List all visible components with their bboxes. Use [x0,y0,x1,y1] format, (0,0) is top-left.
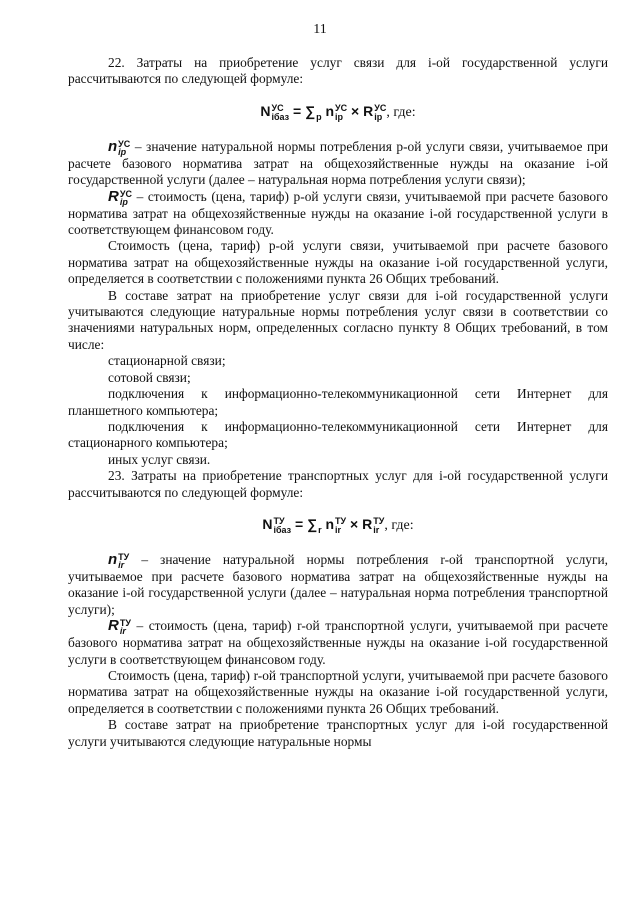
def-r-symbol: R [108,187,119,205]
formula-lhs-sub: iбаз [273,524,292,535]
formula-n-sub: ip [335,111,344,122]
formula-times-r: × R [350,515,373,532]
formula-communication-services [68,103,608,122]
definition-r-communication [68,189,608,239]
formula-r-sub: ip [374,111,383,122]
formula-n-sup: УС [335,102,348,113]
definition-r-transport [68,618,608,668]
formula-lhs: N [260,102,271,119]
def-n-symbol: n [108,137,118,155]
def-r-sup: УС [119,188,132,199]
formula-r-sub: ir [373,524,380,535]
section-23-cost-paragraph: Стоимость (цена, тариф) r-ой транспортной услуги, учитываемой при расчете базового норматива затрат на общехозяйственные нужды на оказание i-ой государственной услуги, определяется в соответствии с положениями пункта 26 Общих требований. [68,667,608,716]
def-n-sub: ip [118,146,127,157]
list-item: подключения к информационно-телекоммуникационной сети Интернет для стационарного компьютера; [68,418,608,451]
formula-transport-services [68,516,608,535]
formula-lhs-sup: УС [271,102,284,113]
formula-where: , где: [386,104,416,120]
formula-n: n [325,515,335,532]
def-r-text: – стоимость (цена, тариф) r-ой транспортной услуги, учитываемой при расчете базового норматива затрат на общехозяйственные нужды на оказание i-ой государственной услуги в соответствующем финансовом году. [68,618,608,667]
def-n-sup: УС [118,138,131,149]
formula-sum: = ∑ [293,102,316,119]
def-n-text: – значение натуральной нормы потребления р-ой услуги связи, учитываемое при расчете базового норматива затрат на общехозяйственные нужды на оказание i-ой государственной услуги (далее – натуральная норма потребления услуги связи); [68,138,608,188]
formula-sum-sub: r [318,524,322,535]
formula-times-r: × R [351,102,374,119]
def-r-sup: ТУ [119,618,131,629]
formula-n-sub: ir [335,524,342,535]
list-item: сотовой связи; [108,369,191,385]
list-item: иных услуг связи. [108,451,211,467]
definition-n-transport [68,552,608,618]
formula-where: , где: [384,517,414,533]
section-23-intro: 23. Затраты на приобретение транспортных услуг для i-ой государственной услуги рассчитываются по следующей формуле: [68,468,608,500]
section-22-cost-paragraph: Стоимость (цена, тариф) р-ой услуги связи, учитываемой при расчете базового норматива затрат на общехозяйственные нужды на оказание i-ой государственной услуги, определяется в соответствии с положениями пункта 26 Общих требований. [68,238,608,287]
formula-sum-sub: p [316,111,322,122]
def-n-sup: ТУ [118,551,130,562]
page-number: 11 [313,22,327,37]
formula-r-sup: ТУ [373,515,385,526]
section-22-intro: 22. Затраты на приобретение услуг связи для i-ой государственной услуги рассчитываются по следующей формуле: [68,55,608,87]
formula-sum: = ∑ [295,515,318,532]
def-n-text: – значение натуральной нормы потребления r-ой транспортной услуги, учитываемое при расчете базового норматива затрат на общехозяйственные нужды на оказание i-ой государственной услуги (далее – натуральная норма потребления транспортной услуги); [68,551,608,617]
formula-lhs: N [262,515,273,532]
section-22-include-paragraph: В составе затрат на приобретение услуг связи для i-ой государственной услуги учитываются следующие натуральные нормы потребления услуг связи в соответствии со значениями натуральных норм, определенных согласно пункту 8 Общих требований, в том числе: [68,287,608,352]
def-r-sub: ir [119,626,126,637]
def-n-symbol: n [108,550,118,568]
formula-r-sup: УС [374,102,387,113]
definition-n-communication [68,139,608,189]
document-body [68,55,608,750]
list-item: стационарной связи; [108,353,226,369]
def-r-symbol: R [108,617,119,635]
list-item: подключения к информационно-телекоммуникационной сети Интернет для планшетного компьютера; [68,386,608,418]
def-n-sub: ir [118,559,125,570]
section-23-include-paragraph: В составе затрат на приобретение транспортных услуг для i-ой государственной услуги учитываются следующие натуральные нормы [68,717,608,749]
formula-lhs-sub: iбаз [271,111,290,122]
formula-n-sup: ТУ [335,515,347,526]
def-r-text: – стоимость (цена, тариф) р-ой услуги связи, учитываемой при расчете базового норматива затрат на общехозяйственные нужды на оказание i-ой государственной услуги в соответствующем финансовом году. [68,188,608,238]
formula-n: n [325,102,335,119]
def-r-sub: ip [119,196,128,207]
formula-lhs-sup: ТУ [273,515,285,526]
